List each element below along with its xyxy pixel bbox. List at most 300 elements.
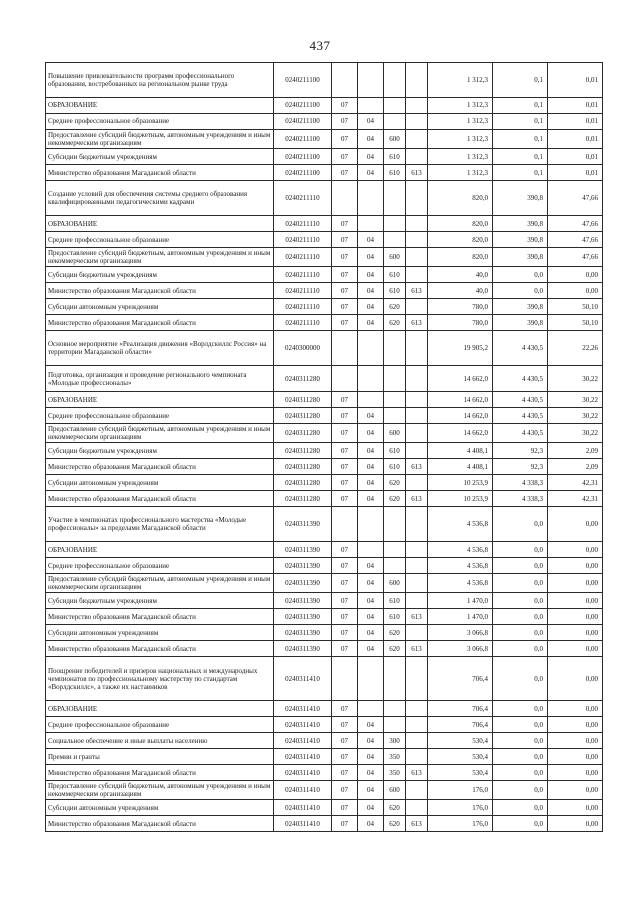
name-cell: Министерство образования Магаданской области [46, 641, 274, 657]
name-cell: ОБРАЗОВАНИЕ [46, 98, 274, 114]
gl-code-cell [406, 299, 428, 315]
percent-cell: 30,22 [548, 408, 603, 424]
table-row [46, 609, 603, 625]
table-row [46, 165, 603, 181]
table-row [46, 130, 603, 149]
percent-cell: 2,09 [548, 443, 603, 459]
percent-cell: 0,01 [548, 130, 603, 149]
section-cell: 07 [332, 232, 358, 248]
target-code-cell: 0240311390 [274, 507, 332, 542]
page-number: 437 [309, 38, 331, 53]
percent-cell: 47,66 [548, 181, 603, 216]
actual-cell: 390,8 [493, 216, 548, 232]
gl-code-cell [406, 781, 428, 800]
expense-type-cell: 610 [384, 267, 406, 283]
gl-code-cell: 613 [406, 765, 428, 781]
percent-cell: 2,09 [548, 459, 603, 475]
table-row [46, 424, 603, 443]
expense-type-cell [384, 181, 406, 216]
percent-cell: 0,01 [548, 98, 603, 114]
budget-table [45, 62, 603, 832]
percent-cell: 0,00 [548, 609, 603, 625]
expense-type-cell: 620 [384, 299, 406, 315]
name-cell: ОБРАЗОВАНИЕ [46, 392, 274, 408]
plan-cell: 14 662,0 [428, 408, 493, 424]
percent-cell: 30,22 [548, 366, 603, 392]
plan-cell: 530,4 [428, 733, 493, 749]
table-row [46, 366, 603, 392]
table-row [46, 781, 603, 800]
target-code-cell: 0240311410 [274, 657, 332, 701]
section-cell: 07 [332, 283, 358, 299]
expense-type-cell: 600 [384, 424, 406, 443]
expense-type-cell: 620 [384, 315, 406, 331]
name-cell: Поощрение победителей и призеров национальных и международных чемпионатов по профессиональному мастерству по стандартам «Ворлдскиллс», а также их наставников [46, 657, 274, 701]
percent-cell: 0,00 [548, 641, 603, 657]
actual-cell: 390,8 [493, 232, 548, 248]
target-code-cell: 0240311280 [274, 392, 332, 408]
subsection-cell: 04 [358, 232, 384, 248]
actual-cell: 0,0 [493, 625, 548, 641]
target-code-cell: 0240211110 [274, 267, 332, 283]
actual-cell: 0,1 [493, 114, 548, 130]
target-code-cell: 0240311280 [274, 491, 332, 507]
gl-code-cell [406, 216, 428, 232]
table-row [46, 392, 603, 408]
expense-type-cell: 620 [384, 641, 406, 657]
plan-cell: 820,0 [428, 216, 493, 232]
plan-cell: 10 253,9 [428, 475, 493, 491]
gl-code-cell: 613 [406, 641, 428, 657]
section-cell: 07 [332, 609, 358, 625]
percent-cell: 0,00 [548, 717, 603, 733]
section-cell: 07 [332, 749, 358, 765]
name-cell: Предоставление субсидий бюджетным, автономным учреждениям и иным некоммерческим организациям [46, 781, 274, 800]
table-row [46, 657, 603, 701]
subsection-cell: 04 [358, 574, 384, 593]
table-row [46, 641, 603, 657]
name-cell: Министерство образования Магаданской области [46, 609, 274, 625]
expense-type-cell [384, 408, 406, 424]
section-cell: 07 [332, 130, 358, 149]
subsection-cell: 04 [358, 641, 384, 657]
gl-code-cell [406, 593, 428, 609]
gl-code-cell [406, 507, 428, 542]
expense-type-cell: 350 [384, 749, 406, 765]
plan-cell: 4 536,8 [428, 574, 493, 593]
subsection-cell: 04 [358, 733, 384, 749]
table-row [46, 459, 603, 475]
name-cell: Субсидии бюджетным учреждениям [46, 149, 274, 165]
subsection-cell: 04 [358, 781, 384, 800]
subsection-cell [358, 657, 384, 701]
target-code-cell: 0240211100 [274, 165, 332, 181]
percent-cell: 0,00 [548, 781, 603, 800]
table-row [46, 749, 603, 765]
actual-cell: 92,3 [493, 459, 548, 475]
subsection-cell: 04 [358, 408, 384, 424]
percent-cell: 47,66 [548, 232, 603, 248]
table-row [46, 267, 603, 283]
gl-code-cell [406, 749, 428, 765]
name-cell: ОБРАЗОВАНИЕ [46, 701, 274, 717]
percent-cell: 0,00 [548, 701, 603, 717]
plan-cell: 3 066,8 [428, 641, 493, 657]
subsection-cell: 04 [358, 491, 384, 507]
actual-cell: 0,1 [493, 130, 548, 149]
percent-cell: 0,01 [548, 165, 603, 181]
gl-code-cell [406, 149, 428, 165]
plan-cell: 4 408,1 [428, 443, 493, 459]
percent-cell: 0,01 [548, 63, 603, 98]
section-cell: 07 [332, 625, 358, 641]
expense-type-cell [384, 717, 406, 733]
actual-cell: 0,0 [493, 749, 548, 765]
plan-cell: 4 536,8 [428, 507, 493, 542]
subsection-cell: 04 [358, 114, 384, 130]
gl-code-cell: 613 [406, 459, 428, 475]
percent-cell: 50,10 [548, 315, 603, 331]
actual-cell: 0,0 [493, 283, 548, 299]
expense-type-cell: 620 [384, 800, 406, 816]
table-row [46, 733, 603, 749]
table-row [46, 800, 603, 816]
table-row [46, 98, 603, 114]
subsection-cell: 04 [358, 315, 384, 331]
actual-cell: 0,0 [493, 641, 548, 657]
plan-cell: 1 312,3 [428, 98, 493, 114]
section-cell: 07 [332, 315, 358, 331]
plan-cell: 1 470,0 [428, 609, 493, 625]
name-cell: Подготовка, организация и проведение регионального чемпионата «Молодые профессионалы» [46, 366, 274, 392]
expense-type-cell: 600 [384, 781, 406, 800]
expense-type-cell [384, 542, 406, 558]
section-cell: 07 [332, 800, 358, 816]
target-code-cell: 0240311410 [274, 733, 332, 749]
actual-cell: 0,0 [493, 781, 548, 800]
name-cell: Среднее профессиональное образование [46, 408, 274, 424]
expense-type-cell: 610 [384, 165, 406, 181]
actual-cell: 0,0 [493, 558, 548, 574]
section-cell [332, 331, 358, 366]
actual-cell: 390,8 [493, 299, 548, 315]
section-cell: 07 [332, 459, 358, 475]
actual-cell: 0,0 [493, 701, 548, 717]
target-code-cell: 0240311390 [274, 641, 332, 657]
actual-cell: 0,0 [493, 657, 548, 701]
expense-type-cell: 300 [384, 733, 406, 749]
name-cell: Министерство образования Магаданской области [46, 459, 274, 475]
target-code-cell: 0240211110 [274, 283, 332, 299]
table-row [46, 558, 603, 574]
name-cell: Субсидии бюджетным учреждениям [46, 267, 274, 283]
target-code-cell: 0240311280 [274, 475, 332, 491]
table-row [46, 315, 603, 331]
section-cell [332, 366, 358, 392]
section-cell: 07 [332, 165, 358, 181]
percent-cell: 0,00 [548, 283, 603, 299]
expense-type-cell: 620 [384, 625, 406, 641]
section-cell: 07 [332, 149, 358, 165]
name-cell: Субсидии бюджетным учреждениям [46, 443, 274, 459]
section-cell: 07 [332, 558, 358, 574]
gl-code-cell [406, 63, 428, 98]
section-cell: 07 [332, 98, 358, 114]
plan-cell: 19 905,2 [428, 331, 493, 366]
name-cell: Среднее профессиональное образование [46, 717, 274, 733]
table-row [46, 181, 603, 216]
actual-cell: 390,8 [493, 248, 548, 267]
section-cell: 07 [332, 701, 358, 717]
gl-code-cell [406, 542, 428, 558]
name-cell: Создание условий для обеспечения системы среднего образования квалифицированными педагогическими кадрами [46, 181, 274, 216]
subsection-cell: 04 [358, 717, 384, 733]
percent-cell: 50,10 [548, 299, 603, 315]
subsection-cell: 04 [358, 609, 384, 625]
actual-cell: 0,0 [493, 816, 548, 832]
actual-cell: 4 430,5 [493, 331, 548, 366]
expense-type-cell [384, 63, 406, 98]
table-row [46, 114, 603, 130]
target-code-cell: 0240211100 [274, 98, 332, 114]
gl-code-cell [406, 424, 428, 443]
section-cell: 07 [332, 392, 358, 408]
percent-cell: 0,01 [548, 114, 603, 130]
name-cell: Субсидии автономным учреждениям [46, 625, 274, 641]
table-row [46, 299, 603, 315]
plan-cell: 1 312,3 [428, 114, 493, 130]
table-row [46, 331, 603, 366]
gl-code-cell: 613 [406, 491, 428, 507]
subsection-cell: 04 [358, 625, 384, 641]
percent-cell: 0,00 [548, 733, 603, 749]
target-code-cell: 0240211100 [274, 130, 332, 149]
actual-cell: 0,0 [493, 609, 548, 625]
name-cell: Повышение привлекательности программ профессионального образования, востребованных на региональном рынке труда [46, 63, 274, 98]
gl-code-cell [406, 800, 428, 816]
section-cell: 07 [332, 299, 358, 315]
name-cell: ОБРАЗОВАНИЕ [46, 542, 274, 558]
target-code-cell: 0240211110 [274, 299, 332, 315]
section-cell: 07 [332, 267, 358, 283]
plan-cell: 176,0 [428, 816, 493, 832]
expense-type-cell: 610 [384, 443, 406, 459]
table-row [46, 443, 603, 459]
plan-cell: 14 662,0 [428, 424, 493, 443]
plan-cell: 706,4 [428, 657, 493, 701]
plan-cell: 1 312,3 [428, 149, 493, 165]
actual-cell: 4 430,5 [493, 366, 548, 392]
subsection-cell [358, 331, 384, 366]
table-row [46, 491, 603, 507]
percent-cell: 47,66 [548, 248, 603, 267]
target-code-cell: 0240311390 [274, 593, 332, 609]
section-cell: 07 [332, 114, 358, 130]
name-cell: Субсидии автономным учреждениям [46, 299, 274, 315]
target-code-cell: 0240311390 [274, 574, 332, 593]
actual-cell: 4 338,3 [493, 491, 548, 507]
expense-type-cell [384, 701, 406, 717]
subsection-cell: 04 [358, 165, 384, 181]
name-cell: Среднее профессиональное образование [46, 232, 274, 248]
gl-code-cell [406, 701, 428, 717]
target-code-cell: 0240311410 [274, 765, 332, 781]
gl-code-cell [406, 114, 428, 130]
section-cell: 07 [332, 542, 358, 558]
plan-cell: 1 312,3 [428, 63, 493, 98]
actual-cell: 0,1 [493, 98, 548, 114]
gl-code-cell: 613 [406, 816, 428, 832]
gl-code-cell: 613 [406, 315, 428, 331]
actual-cell: 0,0 [493, 542, 548, 558]
subsection-cell [358, 392, 384, 408]
name-cell: Предоставление субсидий бюджетным, автономным учреждениям и иным некоммерческим организациям [46, 574, 274, 593]
plan-cell: 14 662,0 [428, 392, 493, 408]
subsection-cell: 04 [358, 749, 384, 765]
name-cell: Субсидии автономным учреждениям [46, 475, 274, 491]
percent-cell: 0,00 [548, 267, 603, 283]
plan-cell: 780,0 [428, 299, 493, 315]
expense-type-cell: 350 [384, 765, 406, 781]
actual-cell: 4 430,5 [493, 408, 548, 424]
gl-code-cell [406, 733, 428, 749]
subsection-cell: 04 [358, 267, 384, 283]
plan-cell: 3 066,8 [428, 625, 493, 641]
plan-cell: 1 312,3 [428, 165, 493, 181]
section-cell: 07 [332, 491, 358, 507]
gl-code-cell [406, 408, 428, 424]
table-row [46, 816, 603, 832]
name-cell: Субсидии автономным учреждениям [46, 800, 274, 816]
expense-type-cell: 600 [384, 248, 406, 267]
subsection-cell [358, 366, 384, 392]
gl-code-cell: 613 [406, 283, 428, 299]
percent-cell: 0,00 [548, 574, 603, 593]
section-cell: 07 [332, 248, 358, 267]
target-code-cell: 0240311410 [274, 701, 332, 717]
target-code-cell: 0240311390 [274, 558, 332, 574]
percent-cell: 0,00 [548, 657, 603, 701]
name-cell: Министерство образования Магаданской области [46, 765, 274, 781]
table-row [46, 701, 603, 717]
actual-cell: 0,1 [493, 165, 548, 181]
name-cell: Министерство образования Магаданской области [46, 315, 274, 331]
percent-cell: 30,22 [548, 424, 603, 443]
actual-cell: 0,1 [493, 149, 548, 165]
actual-cell: 0,0 [493, 717, 548, 733]
table-row [46, 717, 603, 733]
subsection-cell: 04 [358, 248, 384, 267]
plan-cell: 1 312,3 [428, 130, 493, 149]
plan-cell: 10 253,9 [428, 491, 493, 507]
section-cell: 07 [332, 216, 358, 232]
percent-cell: 0,00 [548, 749, 603, 765]
table-row [46, 149, 603, 165]
target-code-cell: 0240311280 [274, 408, 332, 424]
percent-cell: 42,31 [548, 475, 603, 491]
name-cell: Министерство образования Магаданской области [46, 165, 274, 181]
expense-type-cell [384, 558, 406, 574]
name-cell: Участие в чемпионатах профессионального мастерства «Молодые профессионалы» за пределами Магаданской области [46, 507, 274, 542]
plan-cell: 40,0 [428, 283, 493, 299]
subsection-cell [358, 181, 384, 216]
subsection-cell: 04 [358, 475, 384, 491]
actual-cell: 4 430,5 [493, 392, 548, 408]
target-code-cell: 0240311280 [274, 366, 332, 392]
name-cell: Среднее профессиональное образование [46, 558, 274, 574]
gl-code-cell [406, 558, 428, 574]
subsection-cell: 04 [358, 800, 384, 816]
table-row [46, 283, 603, 299]
gl-code-cell [406, 443, 428, 459]
percent-cell: 0,00 [548, 542, 603, 558]
name-cell: Основное мероприятие «Реализация движения «Ворлдскиллс Россия» на территории Магаданской области» [46, 331, 274, 366]
name-cell: Министерство образования Магаданской области [46, 491, 274, 507]
target-code-cell: 0240311410 [274, 816, 332, 832]
plan-cell: 530,4 [428, 765, 493, 781]
actual-cell: 4 430,5 [493, 424, 548, 443]
target-code-cell: 0240311280 [274, 459, 332, 475]
section-cell [332, 657, 358, 701]
subsection-cell: 04 [358, 558, 384, 574]
plan-cell: 1 470,0 [428, 593, 493, 609]
gl-code-cell [406, 475, 428, 491]
subsection-cell [358, 98, 384, 114]
gl-code-cell: 613 [406, 165, 428, 181]
expense-type-cell [384, 366, 406, 392]
subsection-cell [358, 507, 384, 542]
expense-type-cell [384, 507, 406, 542]
subsection-cell: 04 [358, 424, 384, 443]
expense-type-cell: 620 [384, 475, 406, 491]
target-code-cell: 0240211100 [274, 114, 332, 130]
subsection-cell: 04 [358, 299, 384, 315]
table-row [46, 574, 603, 593]
section-cell: 07 [332, 408, 358, 424]
target-code-cell: 0240311390 [274, 625, 332, 641]
name-cell: Премии и гранты [46, 749, 274, 765]
percent-cell: 0,00 [548, 800, 603, 816]
percent-cell: 0,01 [548, 149, 603, 165]
section-cell: 07 [332, 816, 358, 832]
percent-cell: 47,66 [548, 216, 603, 232]
expense-type-cell: 610 [384, 149, 406, 165]
table-body [46, 63, 603, 832]
gl-code-cell [406, 232, 428, 248]
percent-cell: 0,00 [548, 593, 603, 609]
plan-cell: 780,0 [428, 315, 493, 331]
name-cell: Предоставление субсидий бюджетным, автономным учреждениям и иным некоммерческим организациям [46, 248, 274, 267]
name-cell: Предоставление субсидий бюджетным, автономным учреждениям и иным некоммерческим организациям [46, 130, 274, 149]
expense-type-cell: 620 [384, 491, 406, 507]
target-code-cell: 0240300000 [274, 331, 332, 366]
section-cell: 07 [332, 733, 358, 749]
section-cell: 07 [332, 717, 358, 733]
plan-cell: 14 662,0 [428, 366, 493, 392]
plan-cell: 4 536,8 [428, 542, 493, 558]
table-row [46, 507, 603, 542]
name-cell: ОБРАЗОВАНИЕ [46, 216, 274, 232]
expense-type-cell [384, 331, 406, 366]
gl-code-cell [406, 392, 428, 408]
expense-type-cell: 600 [384, 574, 406, 593]
table-row [46, 216, 603, 232]
gl-code-cell [406, 248, 428, 267]
expense-type-cell: 610 [384, 283, 406, 299]
plan-cell: 820,0 [428, 248, 493, 267]
section-cell [332, 181, 358, 216]
table-row [46, 593, 603, 609]
